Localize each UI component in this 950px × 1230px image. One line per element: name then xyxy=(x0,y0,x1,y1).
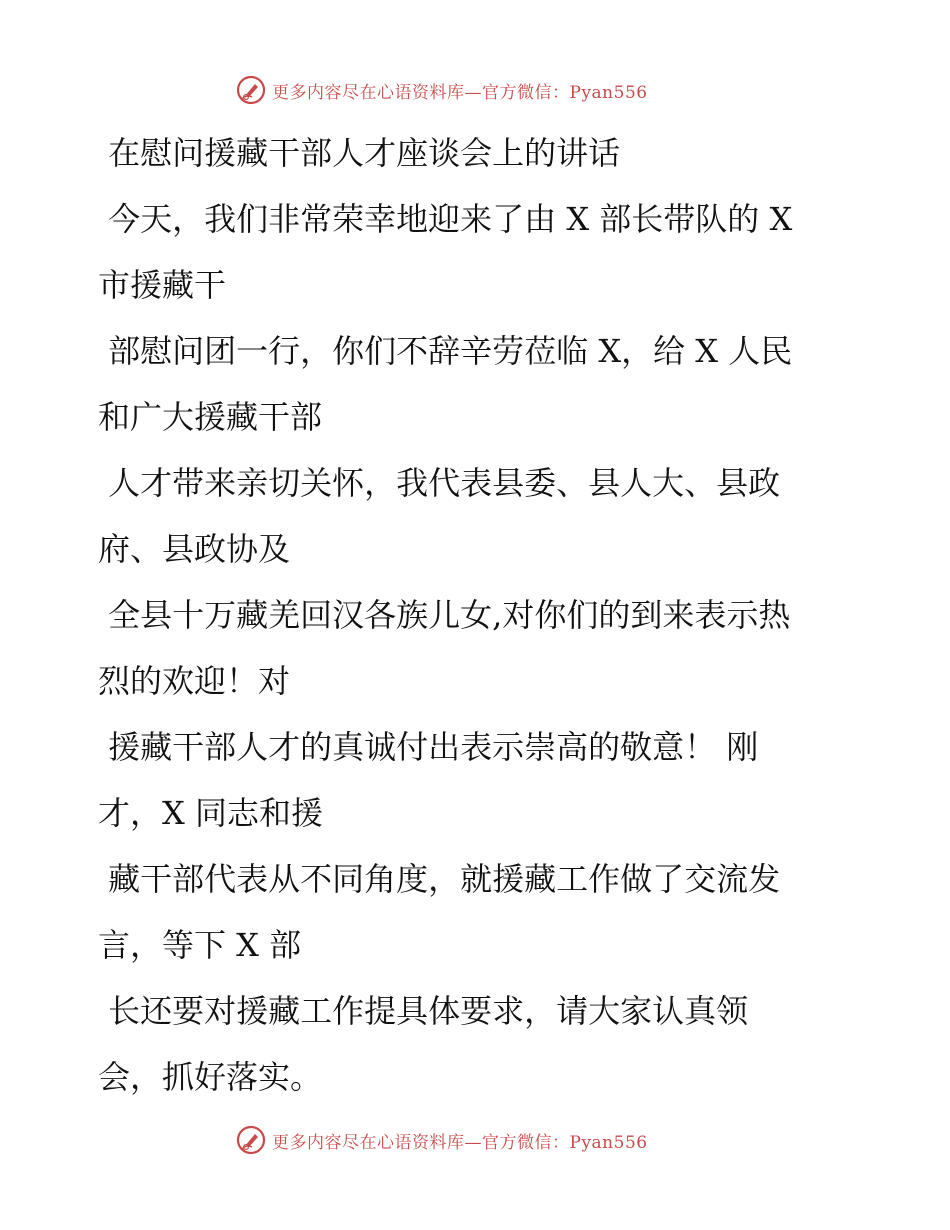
paragraph-line: 烈的欢迎！对 xyxy=(98,662,291,700)
paragraph-line: 市援藏干 xyxy=(98,266,227,304)
paragraph-line: 言，等下 X 部 xyxy=(98,926,302,964)
paragraph-line: 部慰问团一行，你们不辞辛劳莅临 X，给 X 人民 xyxy=(98,332,793,370)
paragraph-line: 援藏干部人才的真诚付出表示崇高的敬意！ 刚 xyxy=(98,728,759,766)
paragraph-line: 今天，我们非常荣幸地迎来了由 X 部长带队的 X xyxy=(98,200,793,238)
paragraph-line: 会，抓好落实。 xyxy=(98,1058,323,1096)
paragraph-line: 藏干部代表从不同角度，就援藏工作做了交流发 xyxy=(98,860,781,898)
paragraph-line: 长还要对援藏工作提具体要求，请大家认真领 xyxy=(98,992,749,1030)
footer-banner xyxy=(236,1122,716,1158)
header-banner xyxy=(236,72,716,108)
paragraph-line: 全县十万藏羌回汉各族儿女,对你们的到来表示热 xyxy=(98,596,791,634)
paragraph-line: 人才带来亲切关怀，我代表县委、县人大、县政 xyxy=(98,464,781,502)
paragraph-line: 府、县政协及 xyxy=(98,530,291,568)
fountain-pen-logo-icon xyxy=(236,1125,266,1155)
paragraph-line: 才，X 同志和援 xyxy=(98,794,323,832)
document-body xyxy=(98,120,858,1110)
fountain-pen-logo-icon xyxy=(236,75,266,105)
paragraph-line: 和广大援藏干部 xyxy=(98,398,323,436)
document-title: 在慰问援藏干部人才座谈会上的讲话 xyxy=(98,134,621,172)
footer-banner-text: 更多内容尽在心语资料库—官方微信：Pyan556 xyxy=(272,1132,648,1153)
header-banner-text: 更多内容尽在心语资料库—官方微信：Pyan556 xyxy=(272,82,648,103)
